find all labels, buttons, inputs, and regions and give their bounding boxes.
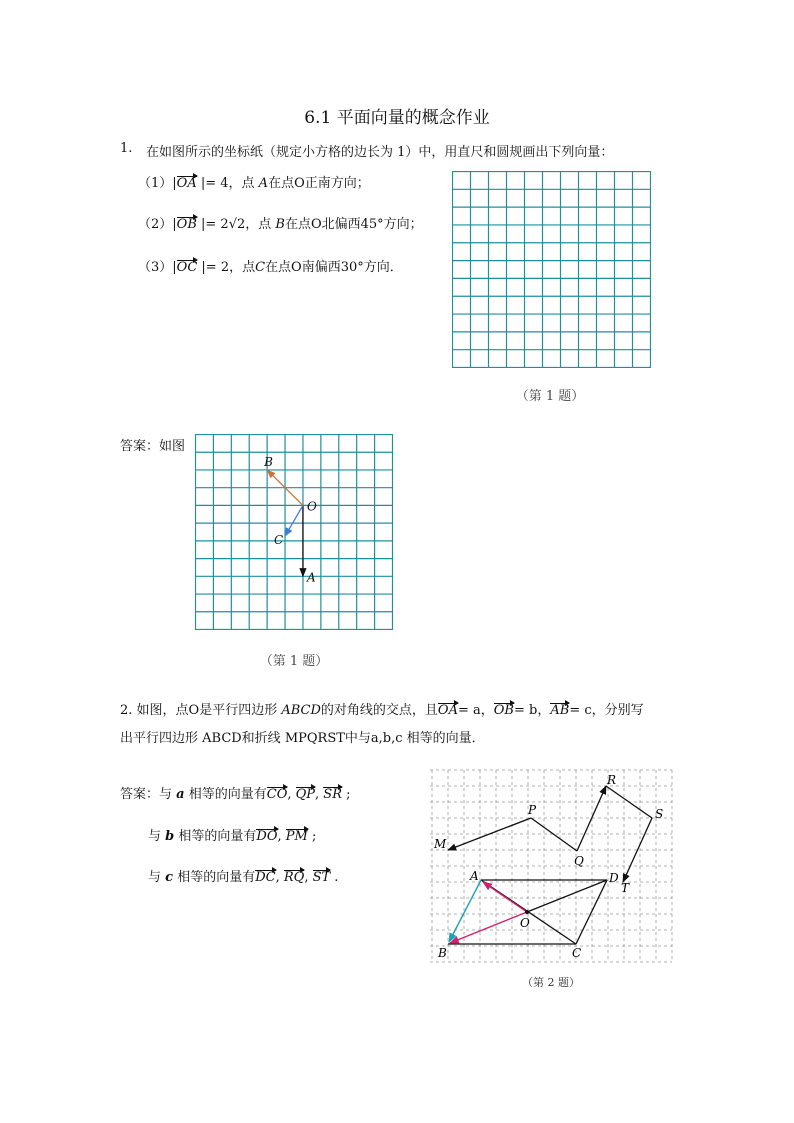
vector-ob-part [527, 880, 607, 912]
page-title: 6.1 平面向量的概念作业 [304, 108, 490, 128]
q1-item-3: （3）|OC |= 2，点C在点O南偏西30°方向． [138, 260, 403, 275]
vector-oc [285, 505, 303, 536]
q2-figure [428, 768, 674, 963]
label-d: D [609, 871, 619, 885]
q1-answer-label: 答案：如图 [120, 439, 186, 454]
label-a: A [470, 869, 479, 883]
q1-item-1: （1）|OA |= 4，点 A在点O正南方向； [138, 176, 370, 191]
label-p: P [528, 803, 537, 817]
q1-number: 1. [120, 141, 133, 156]
q2-line2: 出平行四边形 ABCD和折线 MPQRST中与a,b,c 相等的向量． [120, 731, 485, 746]
label-m: M [434, 837, 447, 851]
q1-stem: 在如图所示的坐标纸（规定小方格的边长为 1）中，用直尺和圆规画出下列向量： [146, 145, 614, 160]
q1-grid [452, 171, 651, 368]
label-o: O [306, 499, 317, 514]
label-b: B [438, 946, 447, 960]
label-q: Q [574, 854, 584, 868]
q1-item-2: （2）|OB |= 2√2，点 B在点O北偏西45°方向； [138, 217, 423, 232]
q2-answer-c: 与 c 相等的向量有DC, RQ, ST . [148, 870, 339, 885]
q1-answer-grid [195, 434, 393, 630]
label-b: B [264, 454, 273, 469]
vector-oa [483, 882, 527, 912]
segment-pq [531, 818, 577, 851]
label-a: A [306, 570, 316, 585]
label-o: O [520, 916, 530, 930]
vector-qr [577, 786, 606, 851]
q1-answer-caption: （第 1 题） [259, 654, 329, 669]
q2-answer-b: 与 b 相等的向量有DO, PM ; [148, 829, 317, 844]
side-dc [576, 880, 607, 944]
label-t: T [621, 881, 630, 895]
label-r: R [607, 773, 617, 787]
q2-answer-a: 答案：与 a 相等的向量有CO, QP, SR ; [120, 787, 351, 802]
q1-caption: （第 1 题） [515, 389, 585, 404]
q2-line1: 2. 如图，点O是平行四边形 ABCD的对角线的交点，且OA= a，OB= b，AB= c，分别写 [120, 703, 644, 718]
label-c: C [572, 946, 582, 960]
label-s: S [655, 807, 664, 821]
point-o [525, 910, 529, 914]
label-c: C [274, 533, 284, 548]
q2-caption: （第 2 题） [522, 976, 580, 989]
